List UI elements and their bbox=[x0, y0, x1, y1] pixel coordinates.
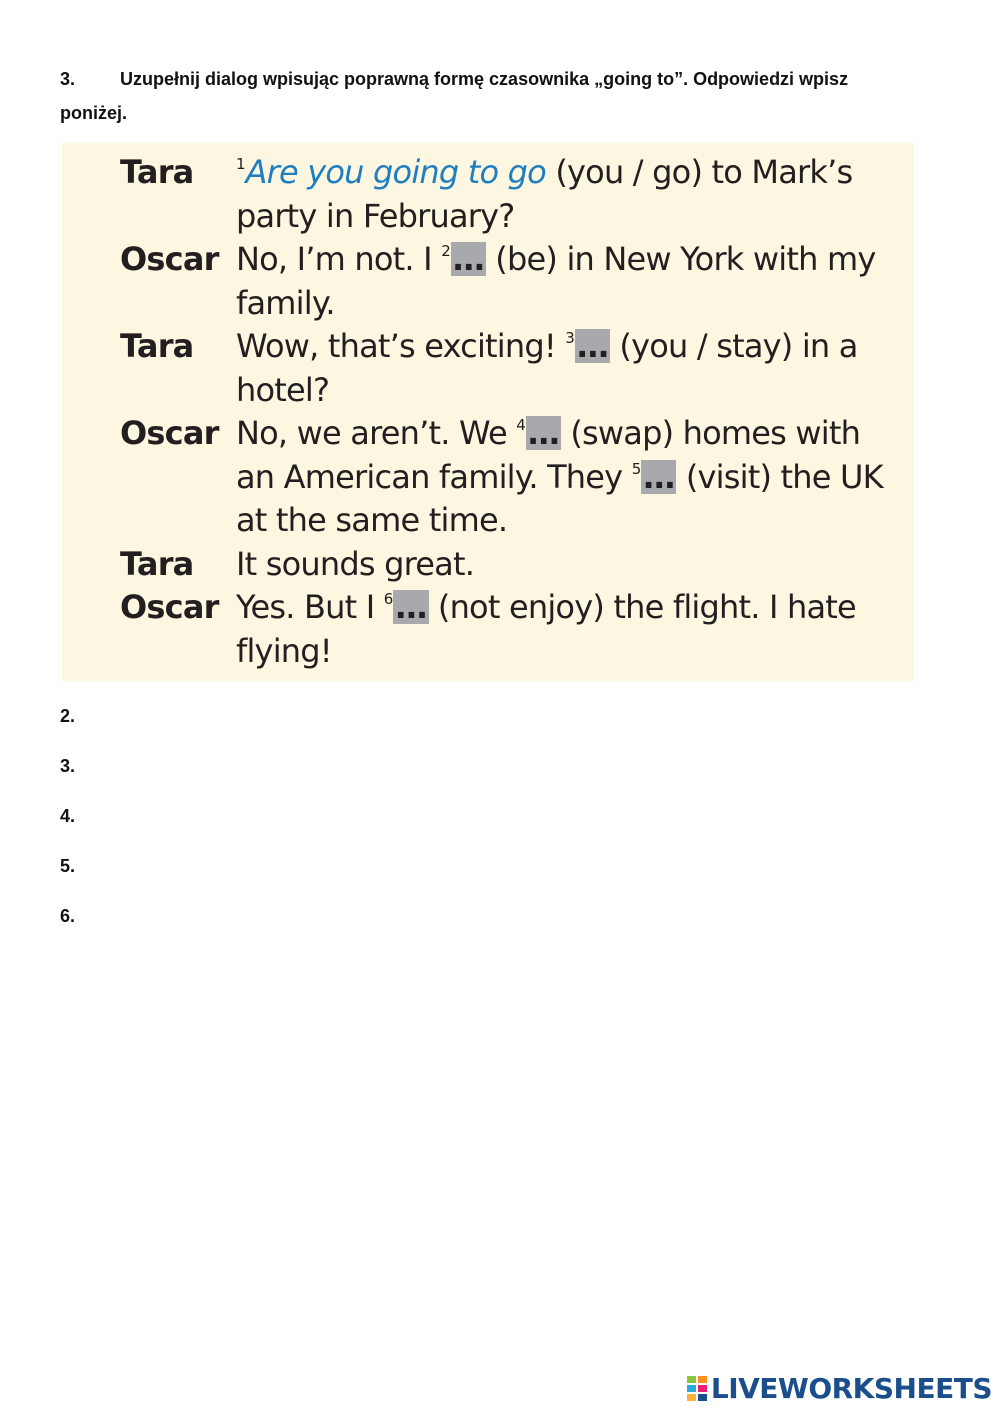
blank-gap: … bbox=[643, 457, 675, 496]
dialog-text-segment: Wow, that’s exciting! bbox=[236, 327, 566, 365]
answer-number: 5. bbox=[60, 856, 76, 876]
answer-field[interactable] bbox=[75, 903, 775, 931]
dialog-text bbox=[236, 586, 856, 629]
dialog-text bbox=[236, 543, 474, 586]
speaker-name: Oscar bbox=[120, 588, 219, 626]
dialog-text bbox=[236, 282, 335, 325]
dialog-text-segment: Yes. But I bbox=[236, 588, 384, 626]
dialog-text-segment: It sounds great. bbox=[236, 544, 475, 583]
dialog-text bbox=[236, 412, 860, 455]
blank-gap: … bbox=[395, 588, 427, 626]
dialog-text bbox=[236, 456, 883, 499]
answer-number: 4. bbox=[60, 806, 76, 826]
answer-row bbox=[60, 798, 775, 848]
brand-name: LIVEWORKSHEETS bbox=[710, 1371, 992, 1405]
blank-gap: … bbox=[452, 240, 484, 278]
dialog-text-segment: (be) in New York with my bbox=[485, 240, 876, 278]
speaker-name: Tara bbox=[120, 153, 194, 191]
answer-row bbox=[60, 898, 775, 948]
answer-row bbox=[60, 848, 775, 898]
example-answer: Are you going to go bbox=[245, 153, 546, 191]
answer-number: 3. bbox=[60, 756, 76, 776]
dialog-text bbox=[236, 630, 332, 673]
gap-number: 2 bbox=[441, 242, 451, 260]
instruction-text: Uzupełnij dialog wpisując poprawną formę czasownika „going to”. Odpowiedzi wpisz poniżej. bbox=[60, 69, 849, 123]
dialog-text-segment: No, we aren’t. We bbox=[236, 414, 517, 452]
liveworksheets-branding bbox=[686, 1368, 992, 1408]
dialog-text bbox=[236, 195, 514, 238]
gap-number: 6 bbox=[383, 590, 394, 608]
dialog-text bbox=[236, 499, 507, 542]
dialog-text bbox=[236, 369, 329, 412]
answer-row bbox=[60, 748, 775, 798]
gap-number: 1 bbox=[236, 155, 246, 173]
dialog-text-segment: party in February? bbox=[236, 196, 515, 235]
speaker-name: Tara bbox=[120, 544, 194, 583]
blank-gap: … bbox=[527, 414, 559, 452]
gap-number: 5 bbox=[631, 459, 642, 478]
dialog-text bbox=[236, 325, 858, 368]
speaker-name: Tara bbox=[120, 327, 194, 365]
dialog-text bbox=[236, 238, 875, 281]
dialog-text-segment: No, I’m not. I bbox=[236, 240, 442, 278]
dialog-text-segment: (you / go) to Mark’s bbox=[545, 153, 853, 191]
answer-field[interactable] bbox=[75, 853, 775, 881]
dialog-text-segment: (visit) the UK bbox=[676, 457, 883, 496]
dialog-text bbox=[236, 151, 852, 194]
answer-field[interactable] bbox=[75, 803, 775, 831]
gap-number: 4 bbox=[516, 416, 526, 434]
blank-gap: … bbox=[576, 327, 609, 365]
exercise-number: 3. bbox=[60, 69, 76, 89]
dialog-text-segment: family. bbox=[236, 283, 335, 322]
liveworksheets-logo-icon bbox=[686, 1374, 708, 1402]
gap-number: 3 bbox=[565, 329, 575, 347]
dialog-text-segment: an American family. They bbox=[236, 457, 632, 496]
speaker-name: Oscar bbox=[120, 240, 219, 278]
answer-row bbox=[60, 698, 775, 748]
dialog-text-segment: flying! bbox=[236, 631, 332, 670]
answer-field[interactable] bbox=[75, 703, 775, 731]
answer-list bbox=[60, 698, 775, 948]
dialog-text-segment: at the same time. bbox=[236, 501, 508, 539]
answer-number: 2. bbox=[60, 706, 76, 726]
dialog-text-segment: hotel? bbox=[236, 370, 330, 409]
instruction bbox=[60, 62, 910, 130]
dialog-text-segment: (you / stay) in a bbox=[610, 327, 858, 365]
answer-number: 6. bbox=[60, 906, 76, 926]
dialog-text-segment: (swap) homes with bbox=[560, 414, 861, 452]
answer-field[interactable] bbox=[75, 753, 775, 781]
dialog-box bbox=[62, 143, 914, 681]
speaker-name: Oscar bbox=[120, 414, 219, 452]
dialog-text-segment: (not enjoy) the flight. I hate bbox=[428, 588, 856, 626]
